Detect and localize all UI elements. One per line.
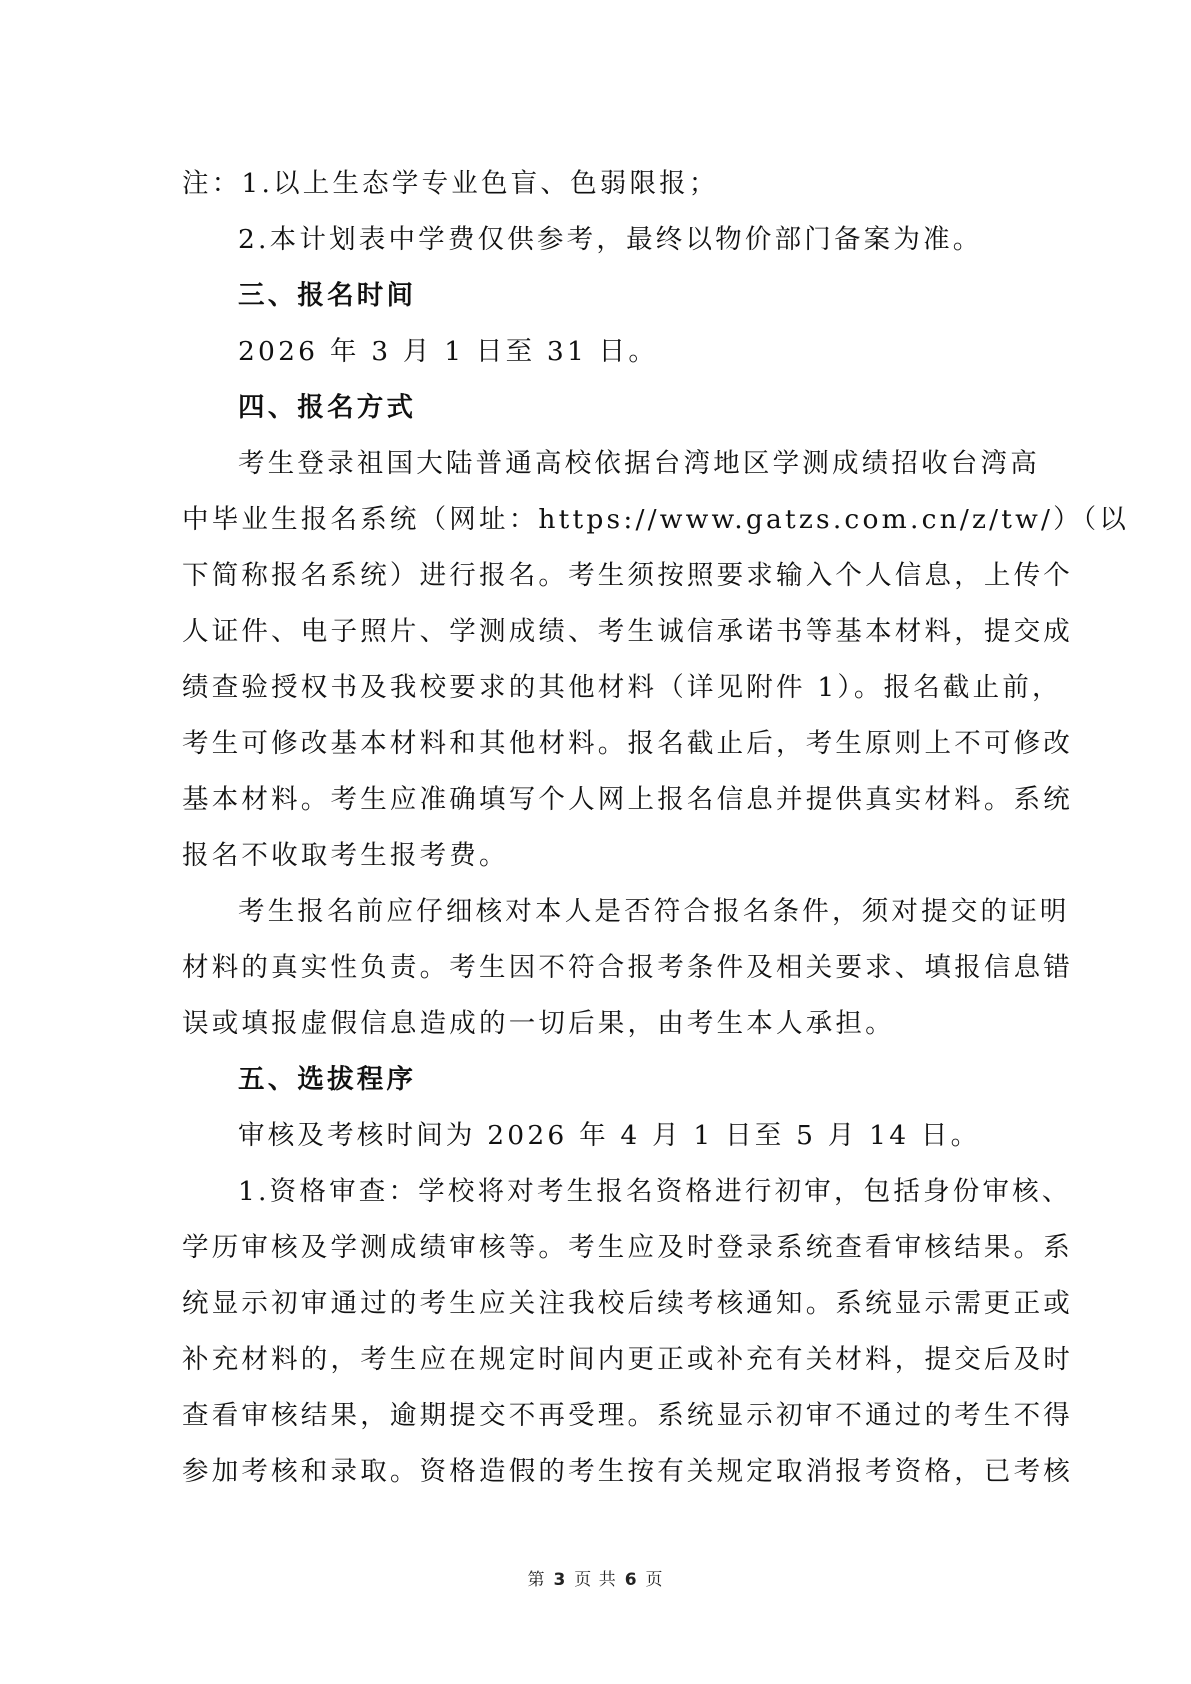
section-heading-registration-time: 三、报名时间 (238, 280, 417, 311)
paragraph-line: 统显示初审通过的考生应关注我校后续考核通知。系统显示需更正或 (182, 1288, 1073, 1319)
note-line-1: 注：1.以上生态学专业色盲、色弱限报； (182, 168, 719, 199)
review-period-text: 审核及考核时间为 2026 年 4 月 1 日至 5 月 14 日。 (238, 1120, 981, 1151)
paragraph-line: 绩查验授权书及我校要求的其他材料（详见附件 1）。报名截止前， (182, 672, 1062, 703)
paragraph-line: 1.资格审查：学校将对考生报名资格进行初审，包括身份审核、 (238, 1176, 1072, 1207)
paragraph-line: 误或填报虚假信息造成的一切后果，由考生本人承担。 (182, 1008, 895, 1039)
page-number-footer (0, 1565, 1191, 1590)
total-pages-number: 6 (624, 1570, 638, 1590)
paragraph-line: 考生登录祖国大陆普通高校依据台湾地区学测成绩招收台湾高 (238, 448, 1040, 479)
paragraph-line: 查看审核结果，逾期提交不再受理。系统显示初审不通过的考生不得 (182, 1400, 1073, 1431)
footer-mid: 页 共 (574, 1570, 617, 1590)
footer-prefix: 第 (527, 1570, 546, 1590)
paragraph-line: 基本材料。考生应准确填写个人网上报名信息并提供真实材料。系统 (182, 784, 1073, 815)
registration-time-text: 2026 年 3 月 1 日至 31 日。 (238, 336, 659, 367)
footer-suffix: 页 (645, 1570, 664, 1590)
paragraph-line: 考生报名前应仔细核对本人是否符合报名条件，须对提交的证明 (238, 896, 1070, 927)
paragraph-line: 人证件、电子照片、学测成绩、考生诚信承诺书等基本材料，提交成 (182, 616, 1073, 647)
section-heading-selection-procedure: 五、选拔程序 (238, 1064, 417, 1095)
paragraph-line: 下简称报名系统）进行报名。考生须按照要求输入个人信息，上传个 (182, 560, 1073, 591)
paragraph-line: 补充材料的，考生应在规定时间内更正或补充有关材料，提交后及时 (182, 1344, 1073, 1375)
current-page-number: 3 (553, 1570, 567, 1590)
note-line-2: 2.本计划表中学费仅供参考，最终以物价部门备案为准。 (238, 224, 983, 255)
paragraph-line: 参加考核和录取。资格造假的考生按有关规定取消报考资格，已考核 (182, 1456, 1073, 1487)
paragraph-line: 学历审核及学测成绩审核等。考生应及时登录系统查看审核结果。系 (182, 1232, 1073, 1263)
page-content (182, 156, 1130, 1500)
section-heading-registration-method: 四、报名方式 (238, 392, 417, 423)
paragraph-line: 考生可修改基本材料和其他材料。报名截止后，考生原则上不可修改 (182, 728, 1073, 759)
paragraph-line-with-url: 中毕业生报名系统（网址：https://www.gatzs.com.cn/z/tw/）（以 (182, 504, 1130, 535)
paragraph-line: 材料的真实性负责。考生因不符合报考条件及相关要求、填报信息错 (182, 952, 1073, 983)
paragraph-line: 报名不收取考生报考费。 (182, 840, 509, 871)
